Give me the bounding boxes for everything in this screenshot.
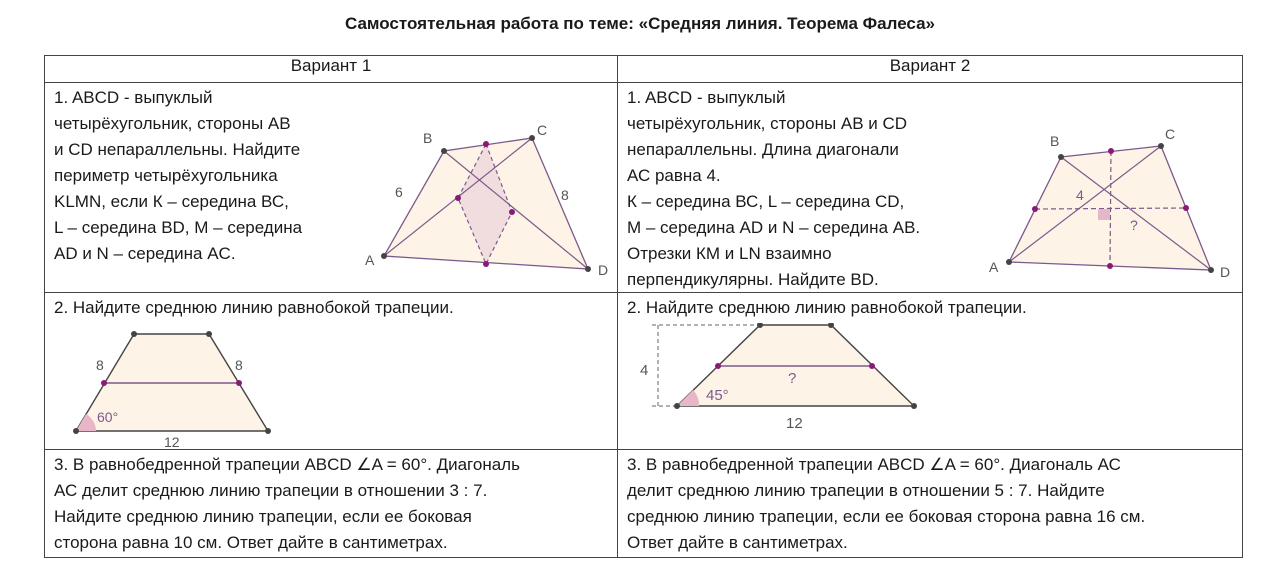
v2-trapezoid-figure: [618, 323, 938, 448]
v2-task1-cell: [618, 83, 1243, 293]
v2-t1-line: 1. ABCD - выпуклый: [627, 88, 786, 107]
v2-t3-line: Ответ дайте в сантиметрах.: [627, 533, 848, 552]
task-2-row: [45, 293, 1243, 450]
worksheet-title: Самостоятельная работа по теме: «Средняя линия. Теорема Фалеса»: [344, 14, 936, 33]
task-1-row: [45, 83, 1243, 293]
v2-t1-line: непараллельны. Длина диагонали: [627, 140, 899, 159]
v2-t1-line: АС равна 4.: [627, 166, 721, 185]
v1-task1-cell: [45, 83, 618, 293]
v1-t2-angle: 60°: [97, 409, 119, 425]
worksheet-table: [44, 55, 1243, 558]
v1-task3-text: [54, 452, 614, 556]
v1-task3-cell: [45, 450, 618, 558]
v1-t2-left-side: 8: [96, 357, 104, 373]
v2-label-c: C: [1165, 126, 1176, 142]
v1-t1-line: AD и N – середина AC.: [54, 244, 236, 263]
v1-label-c: C: [537, 122, 548, 138]
v1-t1-line: четырёхугольник, стороны АВ: [54, 114, 291, 133]
variant-1-header: Вариант 1: [45, 56, 618, 83]
v1-t2-base: 12: [164, 434, 180, 448]
variant-2-header: Вариант 2: [618, 56, 1243, 83]
v2-task2-text: 2. Найдите среднюю линию равнобокой трапеции.: [627, 298, 1027, 317]
v2-label-d: D: [1220, 264, 1231, 280]
task-3-row: [45, 450, 1243, 558]
v1-t2-right-side: 8: [235, 357, 243, 373]
v2-label-b: B: [1050, 133, 1060, 149]
v2-t1-line: четырёхугольник, стороны АВ и CD: [627, 114, 908, 133]
v2-t2-angle: 45°: [706, 387, 729, 404]
v2-t3-line: среднюю линию трапеции, если ее боковая сторона равна 16 см.: [627, 507, 1146, 526]
v1-t3-line: АС делит среднюю линию трапеции в отношении 3 : 7.: [54, 481, 488, 500]
v1-task2-text: 2. Найдите среднюю линию равнобокой трапеции.: [54, 298, 454, 317]
v2-label-ac: 4: [1076, 187, 1084, 203]
v1-quadrilateral-figure: [355, 85, 617, 285]
v1-trapezoid-figure: [45, 323, 345, 448]
v2-t1-line: перпендикулярны. Найдите BD.: [627, 270, 879, 289]
v1-t1-line: периметр четырёхугольника: [54, 166, 278, 185]
v2-t3-line: делит среднюю линию трапеции в отношении 5 : 7. Найдите: [627, 481, 1105, 500]
v2-task1-text: [627, 85, 987, 293]
header-row: [45, 56, 1243, 83]
v2-t1-line: Отрезки КМ и LN взаимно: [627, 244, 832, 263]
v1-label-d: D: [598, 262, 609, 278]
v2-task2-cell: [618, 293, 1243, 450]
v2-t2-base: 12: [786, 415, 803, 432]
v1-t3-line: сторона равна 10 см. Ответ дайте в сантиметрах.: [54, 533, 448, 552]
v2-t2-question: ?: [788, 370, 797, 387]
v1-t3-line: 3. В равнобедренной трапеции ABCD ∠A = 60°. Диагональ: [54, 455, 520, 474]
v1-t3-line: Найдите среднюю линию трапеции, если ее боковая: [54, 507, 472, 526]
v2-task3-cell: [618, 450, 1243, 558]
v2-t1-line: M – середина AD и N – середина AB.: [627, 218, 921, 237]
v1-label-ab: 6: [395, 184, 403, 200]
v1-t1-line: и CD непараллельны. Найдите: [54, 140, 301, 159]
v1-label-cd: 8: [561, 187, 569, 203]
v2-label-a: A: [989, 259, 999, 275]
v2-t2-height: 4: [640, 362, 649, 379]
v2-t3-line: 3. В равнобедренной трапеции ABCD ∠A = 60°. Диагональ АС: [627, 455, 1121, 474]
v1-task1-text: [54, 85, 354, 267]
v2-t1-line: К – середина ВС, L – середина CD,: [627, 192, 905, 211]
v1-task2-cell: [45, 293, 618, 450]
v1-label-a: A: [365, 252, 375, 268]
v1-t1-line: 1. ABCD - выпуклый: [54, 88, 213, 107]
v2-quadrilateral-figure: [983, 85, 1241, 285]
v2-label-question: ?: [1130, 217, 1138, 233]
v2-task3-text: [627, 452, 1239, 556]
v1-t1-line: L – середина BD, M – середина: [54, 218, 303, 237]
v1-label-b: B: [423, 130, 433, 146]
v1-t1-line: KLMN, если К – середина ВС,: [54, 192, 289, 211]
